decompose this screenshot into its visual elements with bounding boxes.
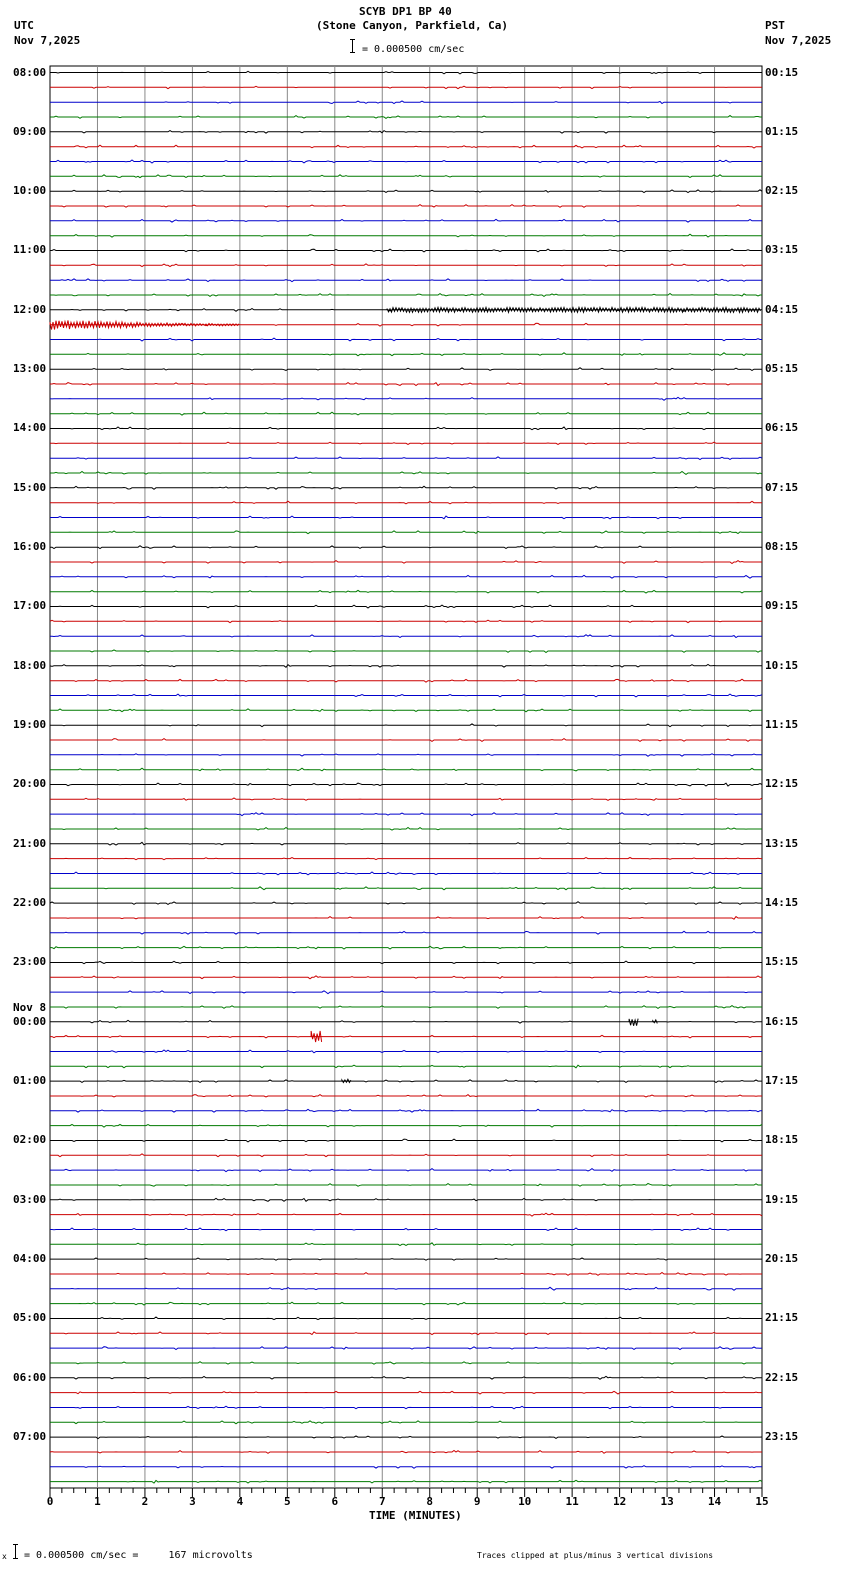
right-hour-label: 04:15	[765, 302, 799, 316]
trace-line	[50, 1035, 762, 1038]
right-hour-label: 01:15	[765, 124, 799, 138]
left-hour-label: 09:00	[13, 124, 47, 138]
left-hour-label: 11:00	[13, 243, 47, 257]
left-hour-label: 08:00	[13, 65, 47, 79]
trace-line	[50, 946, 762, 949]
trace-line	[50, 1080, 762, 1083]
trace-line	[50, 650, 762, 653]
right-hour-label: 02:15	[765, 184, 799, 198]
right-hour-label: 16:15	[765, 1014, 799, 1028]
left-hour-label: 16:00	[13, 540, 47, 554]
left-hour-label: 14:00	[13, 421, 47, 435]
date-change-label: Nov 8	[13, 1000, 47, 1014]
trace-line	[50, 605, 762, 608]
trace-line	[50, 917, 762, 920]
plot-frame	[50, 66, 762, 1488]
x-tick-label: 0	[46, 1495, 54, 1508]
trace-line	[50, 190, 762, 193]
trace-line	[50, 1109, 762, 1112]
trace-line	[50, 205, 762, 208]
right-hour-label: 08:15	[765, 540, 799, 554]
trace-line	[50, 546, 762, 549]
trace-line	[50, 368, 762, 371]
left-hour-label: 10:00	[13, 184, 47, 198]
trace-line	[50, 1184, 762, 1187]
trace-line	[50, 160, 762, 163]
trace-line	[50, 679, 762, 682]
trace-line	[50, 620, 762, 623]
trace-line	[50, 353, 762, 356]
trace-line	[50, 709, 762, 712]
trace-line	[50, 442, 762, 444]
right-date: Nov 7,2025	[765, 34, 832, 47]
right-hour-label: 00:15	[765, 65, 799, 79]
trace-line	[50, 472, 762, 475]
trace-line	[50, 1317, 762, 1320]
left-hour-label: 17:00	[13, 599, 47, 613]
trace-line	[50, 561, 762, 564]
left-hour-label: 05:00	[13, 1311, 47, 1325]
left-hour-label: 13:00	[13, 362, 47, 376]
x-tick-label: 12	[613, 1495, 627, 1508]
x-tick-label: 5	[284, 1495, 291, 1508]
trace-line	[50, 1258, 762, 1260]
x-tick-label: 13	[660, 1495, 674, 1508]
trace-line	[50, 798, 762, 800]
left-hour-label: 22:00	[13, 896, 47, 910]
right-timezone: PST	[765, 19, 785, 32]
trace-line	[50, 427, 762, 430]
clip-note: Traces clipped at plus/minus 3 vertical divisions	[477, 1551, 714, 1560]
right-hour-label: 09:15	[765, 599, 799, 613]
x-tick-label: 15	[755, 1495, 769, 1508]
trace-line	[50, 279, 762, 282]
trace-line	[50, 1006, 762, 1009]
trace-line	[50, 1421, 762, 1424]
trace-line	[50, 1169, 762, 1172]
x-tick-label: 1	[94, 1495, 101, 1508]
left-hour-label: 18:00	[13, 658, 47, 672]
trace-line	[50, 1273, 762, 1276]
trace-line	[50, 1213, 762, 1216]
trace-line	[50, 813, 762, 816]
trace-line	[50, 397, 762, 400]
x-tick-label: 3	[189, 1495, 196, 1508]
left-hour-label: 03:00	[13, 1192, 47, 1206]
trace-line	[50, 575, 762, 578]
trace-line	[50, 175, 762, 178]
left-hour-label: 04:00	[13, 1252, 47, 1266]
left-hour-label: 20:00	[13, 777, 47, 791]
scale-bar-icon	[352, 39, 353, 53]
trace-line	[50, 264, 762, 267]
x-tick-label: 11	[565, 1495, 579, 1508]
trace-line	[50, 486, 762, 489]
x-tick-label: 2	[141, 1495, 149, 1508]
trace-line	[50, 783, 762, 786]
trace-line	[50, 516, 762, 519]
trace-line	[50, 101, 762, 104]
trace-line	[50, 1139, 762, 1142]
station-title: SCYB DP1 BP 40	[359, 5, 452, 18]
trace-line	[50, 872, 762, 875]
trace-line	[50, 145, 762, 148]
left-hour-label: 12:00	[13, 302, 47, 316]
right-hour-label: 14:15	[765, 896, 799, 910]
trace-line	[50, 1376, 762, 1379]
trace-line	[50, 991, 762, 994]
right-hour-label: 20:15	[765, 1252, 799, 1266]
station-subtitle: (Stone Canyon, Parkfield, Ca)	[316, 19, 509, 32]
left-timezone: UTC	[14, 19, 34, 32]
trace-line	[50, 383, 762, 386]
x-tick-label: 8	[426, 1495, 434, 1508]
trace-line	[50, 887, 762, 890]
left-hour-label: 01:00	[13, 1074, 47, 1088]
trace-line	[50, 635, 762, 638]
trace-line	[50, 842, 762, 845]
right-hour-label: 12:15	[765, 777, 799, 791]
left-date: Nov 7,2025	[14, 34, 81, 47]
right-hour-label: 05:15	[765, 362, 799, 376]
right-hour-label: 18:15	[765, 1133, 799, 1147]
trace-line	[50, 501, 762, 504]
trace-line	[50, 1391, 762, 1394]
trace-line	[50, 976, 762, 979]
trace-line	[50, 1065, 762, 1068]
right-hour-label: 17:15	[765, 1074, 799, 1088]
x-tick-label: 7	[378, 1495, 386, 1508]
trace-line	[50, 338, 762, 341]
trace-line	[50, 1287, 762, 1290]
trace-line	[50, 931, 762, 934]
trace-line	[50, 768, 762, 771]
trace-line	[50, 1124, 762, 1127]
left-hour-label: 19:00	[13, 718, 47, 732]
trace-line	[50, 1480, 762, 1483]
trace-line	[50, 1302, 762, 1305]
right-hour-label: 07:15	[765, 480, 799, 494]
trace-line	[50, 1436, 762, 1439]
trace-line	[50, 86, 762, 89]
trace-line	[50, 234, 762, 237]
x-tick-label: 14	[707, 1495, 722, 1508]
left-hour-label: 02:00	[13, 1133, 47, 1147]
trace-line	[50, 1332, 762, 1335]
trace-line	[50, 1154, 762, 1157]
left-hour-label: 00:00	[13, 1014, 47, 1028]
right-hour-label: 22:15	[765, 1370, 799, 1384]
x-tick-label: 4	[236, 1495, 244, 1508]
left-hour-label: 06:00	[13, 1370, 47, 1384]
trace-line	[50, 1243, 762, 1246]
right-hour-label: 21:15	[765, 1311, 799, 1325]
footer-scale-label: = 0.000500 cm/sec = 167 microvolts	[24, 1550, 253, 1561]
trace-line	[50, 71, 762, 74]
trace-line	[50, 754, 762, 757]
trace-line	[50, 590, 762, 593]
trace-line	[50, 665, 762, 668]
trace-line	[50, 249, 762, 252]
x-tick-label: 6	[331, 1495, 339, 1508]
right-hour-label: 06:15	[765, 421, 799, 435]
x-tick-label: 9	[473, 1495, 481, 1508]
trace-line	[50, 219, 762, 222]
right-hour-label: 13:15	[765, 836, 799, 850]
trace-line	[50, 412, 762, 415]
left-hour-label: 15:00	[13, 480, 47, 494]
trace-line	[50, 828, 762, 831]
trace-line	[50, 531, 762, 534]
trace-line	[50, 694, 762, 697]
trace-line	[50, 739, 762, 742]
footer-marker: x	[2, 1552, 7, 1561]
trace-line	[50, 1451, 762, 1454]
right-hour-label: 23:15	[765, 1430, 799, 1444]
trace-line	[50, 294, 762, 297]
right-hour-label: 11:15	[765, 718, 799, 732]
trace-line	[50, 1228, 762, 1231]
trace-line	[50, 1406, 762, 1409]
scale-label: = 0.000500 cm/sec	[362, 44, 465, 55]
x-axis-label: TIME (MINUTES)	[369, 1509, 462, 1522]
event-burst	[653, 1020, 658, 1024]
trace-line	[50, 858, 762, 860]
trace-line	[50, 1198, 762, 1201]
footer-scale-bar-icon	[15, 1544, 16, 1559]
trace-line	[50, 116, 762, 119]
x-tick-label: 10	[518, 1495, 532, 1508]
trace-line	[50, 131, 762, 134]
trace-line	[50, 1466, 762, 1469]
trace-line	[50, 902, 762, 905]
trace-line	[50, 961, 762, 964]
trace-line	[50, 457, 762, 460]
right-hour-label: 15:15	[765, 955, 799, 969]
right-hour-label: 10:15	[765, 658, 799, 672]
left-hour-label: 21:00	[13, 836, 47, 850]
trace-line	[50, 1347, 762, 1350]
trace-line	[50, 1095, 762, 1097]
left-hour-label: 07:00	[13, 1430, 47, 1444]
right-hour-label: 03:15	[765, 243, 799, 257]
trace-line	[50, 1050, 762, 1053]
event-burst	[387, 307, 761, 312]
trace-line	[50, 724, 762, 727]
left-hour-label: 23:00	[13, 955, 47, 969]
right-hour-label: 19:15	[765, 1192, 799, 1206]
trace-line	[50, 1362, 762, 1365]
